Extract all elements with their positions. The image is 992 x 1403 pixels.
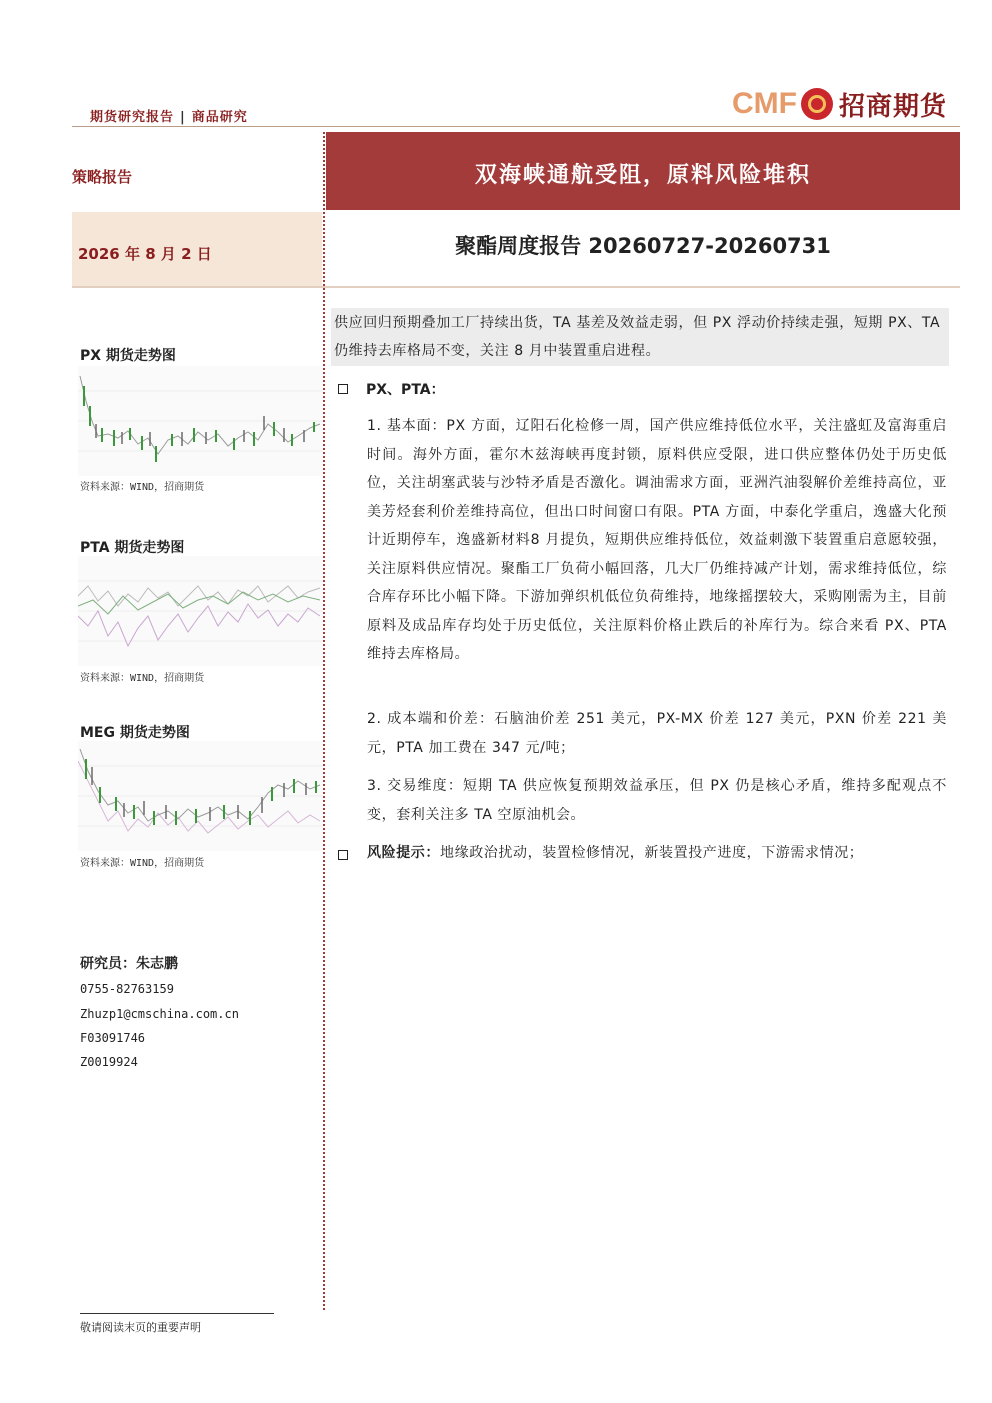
- pta-chart-thumbnail: [78, 556, 323, 666]
- risk-bullet-icon: [338, 850, 348, 860]
- meg-chart-title: MEG 期货走势图: [80, 725, 190, 741]
- paragraph-trading: 3. 交易维度：短期 TA 供应恢复预期效益承压，但 PX 仍是核心矛盾，维持多配观点不变，套利关注多 TA 空原油机会。: [367, 778, 947, 823]
- subtitle-divider: [72, 286, 960, 288]
- researcher-license-1: F03091746: [80, 1031, 146, 1045]
- px-candlestick-chart: [78, 366, 323, 476]
- column-divider: [323, 132, 325, 1310]
- report-category: 策略报告: [72, 168, 133, 186]
- logo-emblem-icon: [801, 88, 833, 120]
- researcher-email[interactable]: Zhuzp1@cmschina.com.cn: [80, 1007, 239, 1021]
- px-chart-source: 资料来源：WIND，招商期货: [80, 482, 205, 493]
- pta-chart-source: 资料来源：WIND，招商期货: [80, 673, 205, 684]
- meg-chart-source: 资料来源：WIND，招商期货: [80, 858, 205, 869]
- header-separator: |: [180, 110, 186, 125]
- risk-label: 风险提示：: [367, 845, 440, 861]
- report-title: 双海峡通航受阻，原料风险堆积: [474, 163, 811, 188]
- paragraph-cost-spread: 2. 成本端和价差：石脑油价差 251 美元，PX-MX 价差 127 美元，PXN 价差 221 美元，PTA 加工费在 347 元/吨；: [367, 711, 947, 756]
- header-label-research-report: 期货研究报告: [90, 110, 175, 125]
- px-chart-title: PX 期货走势图: [80, 348, 176, 364]
- logo-latin: CMF: [732, 87, 797, 120]
- company-logo: [732, 84, 947, 124]
- header-breadcrumb: [90, 106, 248, 125]
- header-label-commodity: 商品研究: [191, 110, 248, 125]
- researcher-name: 研究员：朱志鹏: [80, 956, 178, 972]
- report-subtitle: 聚酯周度报告 20260727-20260731: [455, 234, 831, 258]
- footer-notice: 敬请阅读末页的重要声明: [80, 1321, 201, 1334]
- header-divider: [72, 126, 960, 127]
- researcher-license-2: Z0019924: [80, 1055, 138, 1069]
- px-chart-thumbnail: [78, 366, 323, 476]
- meg-chart-thumbnail: [78, 741, 323, 851]
- footer-divider: [80, 1313, 274, 1314]
- meg-candlestick-chart: [78, 741, 323, 851]
- section-title: PX、PTA：: [366, 382, 445, 398]
- pta-line-chart: [78, 556, 323, 666]
- risk-paragraph: [367, 839, 947, 868]
- section-bullet-icon: [338, 384, 348, 394]
- logo-chinese: 招商期货: [838, 91, 947, 122]
- report-date: 2026 年 8 月 2 日: [78, 245, 212, 263]
- risk-text: 地缘政治扰动，装置检修情况，新装置投产进度，下游需求情况；: [440, 845, 864, 861]
- summary-text: 供应回归预期叠加工厂持续出货，TA 基差及效益走弱，但 PX 浮动价持续走强，短期 PX、TA 仍维持去库格局不变，关注 8 月中装置重启进程。: [334, 315, 941, 359]
- paragraph-fundamentals: 1. 基本面：PX 方面，辽阳石化检修一周，国产供应维持低位水平，关注盛虹及富海重启时间。海外方面，霍尔木兹海峡再度封锁，原料供应受限，进口供应整体仍处于历史低位，关注胡塞武装与沙特矛盾是否激化。调油需求方面，亚洲汽油裂解价差维持高位，亚美芳烃套利价差维持高位，但出口时间窗口有限。PTA 方面，中泰化学重启，逸盛大化预计近期停车，逸盛新材料8 月提负，短期供应维持低位，效益刺激下装置重启意愿较强，关注原料供应情况。聚酯工厂负荷小幅回落，几大厂仍维持减产计划，需求维持低位，综合库存环比小幅下降。下游加弹织机低位负荷维持，地缘摇摆较大，采购刚需为主，目前原料及成品库存均处于历史低位，关注原料价格止跌后的补库行为。综合来看 PX、PTA 维持去库格局。: [367, 418, 947, 662]
- researcher-phone: 0755-82763159: [80, 982, 174, 996]
- pta-chart-title: PTA 期货走势图: [80, 540, 185, 556]
